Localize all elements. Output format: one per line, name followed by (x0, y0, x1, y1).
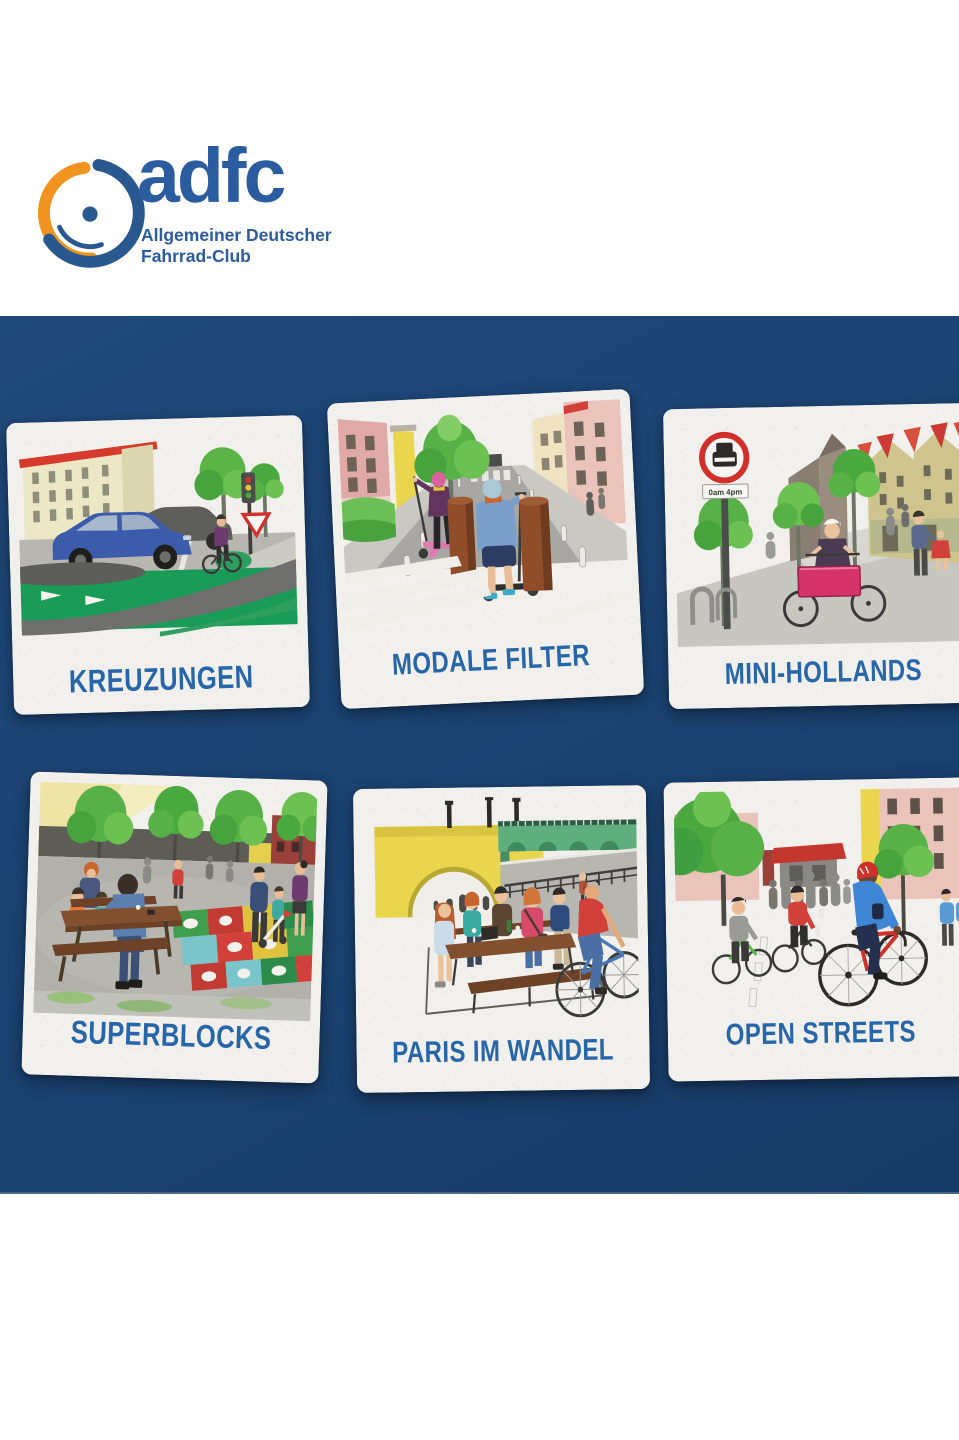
logo-subtitle-line1: Allgemeiner Deutscher (141, 225, 332, 245)
card-title-paris-im-wandel: PARIS IM WANDEL (392, 1033, 615, 1070)
adfc-wheel-icon (25, 148, 155, 278)
card-superblocks[interactable] (21, 771, 327, 1083)
svg-text:0am 4pm: 0am 4pm (708, 487, 743, 498)
card-modale-filter[interactable] (327, 389, 645, 709)
footer-whitespace (0, 1196, 959, 1440)
card-paris-im-wandel[interactable] (353, 785, 650, 1093)
mini-hollands-illustration (673, 413, 959, 647)
header (0, 0, 959, 316)
card-title-mini-hollands: MINI-HOLLANDS (724, 653, 923, 692)
card-title-superblocks: SUPERBLOCKS (70, 1013, 272, 1057)
logo-subtitle-line2: Fahrrad-Club (141, 246, 251, 266)
card-title-open-streets: OPEN STREETS (725, 1015, 917, 1052)
card-kreuzungen[interactable] (6, 415, 310, 715)
card-title-kreuzungen: KREUZUNGEN (68, 658, 254, 700)
card-mini-hollands[interactable] (663, 403, 959, 709)
card-title-modale-filter: MODALE FILTER (391, 639, 591, 682)
logo-subtitle (141, 225, 332, 267)
open-streets-illustration (674, 788, 959, 1020)
adfc-logo[interactable] (25, 133, 345, 280)
logo-wordmark: adfc (137, 133, 284, 219)
modale-filter-illustration (337, 399, 631, 647)
superblocks-illustration (33, 782, 317, 1022)
kreuzungen-illustration (16, 425, 298, 653)
paris-im-wandel-illustration (363, 795, 639, 1031)
card-open-streets[interactable] (663, 777, 959, 1081)
hero-panel (0, 316, 959, 1194)
tree-left (674, 788, 766, 927)
